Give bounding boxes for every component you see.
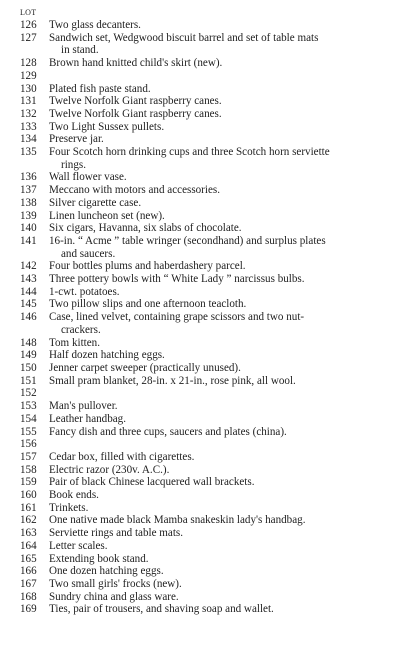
- lot-number: 154: [20, 412, 37, 425]
- lot-description: [49, 591, 404, 604]
- lot-number: 129: [20, 69, 37, 82]
- lot-description-continuation: and saucers.: [61, 247, 116, 260]
- lot-description: [49, 489, 404, 502]
- lot-item: [0, 426, 404, 439]
- lot-item: [0, 32, 404, 57]
- lot-description-line: Serviette rings and table mats.: [49, 527, 184, 540]
- lot-item: [0, 540, 404, 553]
- lot-item: [0, 514, 404, 527]
- lot-description: [49, 578, 404, 591]
- lot-description: [49, 70, 404, 83]
- lot-description-line: Ties, pair of trousers, and shaving soap and wallet.: [49, 603, 274, 616]
- lot-description-line: Leather handbag.: [49, 412, 127, 425]
- lot-item: [0, 375, 404, 388]
- lot-item: [0, 337, 404, 350]
- lot-description-line: Two small girls' frocks (new).: [49, 577, 182, 590]
- lot-item: [0, 222, 404, 235]
- lot-description: [49, 210, 404, 223]
- lot-item: [0, 70, 404, 83]
- lot-item: [0, 591, 404, 604]
- lot-description-line: One dozen hatching eggs.: [49, 565, 164, 578]
- lot-description: [49, 311, 404, 336]
- lot-item: [0, 273, 404, 286]
- lot-description-line: Two glass decanters.: [49, 19, 141, 31]
- lot-number: 146: [20, 311, 37, 324]
- lot-description-line: 1-cwt. potatoes.: [49, 285, 120, 298]
- lot-number: 140: [20, 222, 37, 235]
- lot-description-line: Small pram blanket, 28-in. x 21-in., rose pink, all wool.: [49, 374, 296, 387]
- lot-item: [0, 57, 404, 70]
- lot-item: [0, 184, 404, 197]
- lot-number: 157: [20, 450, 37, 463]
- lot-number: 128: [20, 57, 37, 70]
- lot-number: 150: [20, 361, 37, 374]
- lot-item: [0, 133, 404, 146]
- lot-description: [49, 133, 404, 146]
- lot-description: [49, 197, 404, 210]
- lot-description: [49, 540, 404, 553]
- lot-item: [0, 349, 404, 362]
- lot-number: 165: [20, 552, 37, 565]
- lot-description-line: Four Scotch horn drinking cups and three Scotch horn serviette: [49, 146, 330, 159]
- lot-number: 137: [20, 184, 37, 197]
- lot-item: [0, 311, 404, 336]
- lot-description: [49, 502, 404, 515]
- lot-description: [49, 603, 404, 616]
- lot-item: [0, 527, 404, 540]
- lot-description: [49, 273, 404, 286]
- lot-description-line: Cedar box, filled with cigarettes.: [49, 450, 195, 463]
- lot-description-line: Sandwich set, Wedgwood biscuit barrel and set of table mats: [49, 31, 319, 44]
- lot-description-line: One native made black Mamba snakeskin lady's handbag.: [49, 514, 306, 527]
- lot-description: [49, 19, 404, 32]
- lot-item: [0, 83, 404, 96]
- lot-description-line: Man's pullover.: [49, 400, 118, 413]
- lot-item: [0, 438, 404, 451]
- lot-description-line: Twelve Norfolk Giant raspberry canes.: [49, 107, 222, 120]
- lot-description-line: Fancy dish and three cups, saucers and plates (china).: [49, 425, 287, 438]
- lot-description-line: Three pottery bowls with “ White Lady ” narcissus bulbs.: [49, 273, 305, 286]
- lot-description: [49, 260, 404, 273]
- lot-item: [0, 489, 404, 502]
- lot-number: 160: [20, 489, 37, 502]
- lot-number: 162: [20, 514, 37, 527]
- lot-description: [49, 184, 404, 197]
- lot-description: [49, 451, 404, 464]
- lot-item: [0, 286, 404, 299]
- lot-number: 161: [20, 501, 37, 514]
- lot-number: 136: [20, 171, 37, 184]
- lot-number: 166: [20, 565, 37, 578]
- lot-description-line: Sundry china and glass ware.: [49, 590, 179, 603]
- lot-number: 163: [20, 527, 37, 540]
- lot-number: 138: [20, 196, 37, 209]
- lot-item: [0, 476, 404, 489]
- lot-description: [49, 298, 404, 311]
- lot-description: [49, 375, 404, 388]
- lot-description: [49, 222, 404, 235]
- lot-item: [0, 578, 404, 591]
- lot-number: 133: [20, 120, 37, 133]
- lot-number: 156: [20, 438, 37, 451]
- lot-description-line: Brown hand knitted child's skirt (new).: [49, 57, 223, 70]
- lot-item: [0, 260, 404, 273]
- lot-number: 151: [20, 374, 37, 387]
- lot-description: [49, 514, 404, 527]
- lot-number: 149: [20, 349, 37, 362]
- lot-number: 127: [20, 31, 37, 44]
- lot-description: [49, 108, 404, 121]
- lot-description-line: Six cigars, Havanna, six slabs of chocolate.: [49, 222, 242, 235]
- lot-number: 153: [20, 400, 37, 413]
- lot-description: [49, 476, 404, 489]
- lot-item: [0, 108, 404, 121]
- lot-number: 141: [20, 234, 37, 247]
- lot-number: 167: [20, 577, 37, 590]
- lot-description-line: Two pillow slips and one afternoon teacloth.: [49, 298, 247, 311]
- lot-item: [0, 400, 404, 413]
- lot-description: [49, 83, 404, 96]
- lot-number: 145: [20, 298, 37, 311]
- lot-item: [0, 451, 404, 464]
- lot-number: 135: [20, 146, 37, 159]
- lot-item: [0, 171, 404, 184]
- lot-description: [49, 565, 404, 578]
- lot-number: 159: [20, 476, 37, 489]
- lot-description: [49, 464, 404, 477]
- lot-description-line: Letter scales.: [49, 539, 108, 552]
- lot-description-line: Jenner carpet sweeper (practically unused).: [49, 361, 241, 374]
- lot-number: 152: [20, 387, 37, 400]
- lot-description-line: 16-in. “ Acme ” table wringer (secondhand) and surplus plates: [49, 234, 326, 247]
- lot-number: 169: [20, 603, 37, 616]
- lot-description-line: Tom kitten.: [49, 336, 100, 349]
- lot-description-line: Four bottles plums and haberdashery parcel.: [49, 260, 246, 273]
- lot-item: [0, 413, 404, 426]
- lot-number: 131: [20, 95, 37, 108]
- lot-description: [49, 438, 404, 451]
- lot-list: [0, 19, 404, 616]
- lot-item: [0, 146, 404, 171]
- lot-item: [0, 502, 404, 515]
- lot-description: [49, 171, 404, 184]
- lot-item: [0, 95, 404, 108]
- lot-description-continuation: rings.: [61, 158, 86, 171]
- lot-description: [49, 387, 404, 400]
- lot-number: 143: [20, 273, 37, 286]
- lot-number: 132: [20, 107, 37, 120]
- lot-number: 164: [20, 539, 37, 552]
- lot-description: [49, 146, 404, 171]
- lot-item: [0, 235, 404, 260]
- lot-description: [49, 527, 404, 540]
- lot-description: [49, 235, 404, 260]
- lot-description-line: Wall flower vase.: [49, 171, 127, 184]
- lot-description: [49, 57, 404, 70]
- lot-description-line: Plated fish paste stand.: [49, 82, 151, 95]
- lot-number: 142: [20, 260, 37, 273]
- lot-description: [49, 362, 404, 375]
- lot-description-line: Silver cigarette case.: [49, 196, 142, 209]
- lot-description-line: Two Light Sussex pullets.: [49, 120, 165, 133]
- lot-description-line: Extending book stand.: [49, 552, 149, 565]
- lot-item: [0, 197, 404, 210]
- lot-number: 126: [20, 19, 37, 31]
- lot-description: [49, 413, 404, 426]
- lot-column-header: LOT: [20, 8, 37, 17]
- lot-item: [0, 362, 404, 375]
- lot-item: [0, 553, 404, 566]
- lot-number: 158: [20, 463, 37, 476]
- lot-description-line: Book ends.: [49, 489, 99, 502]
- lot-description: [49, 95, 404, 108]
- lot-description: [49, 553, 404, 566]
- lot-description: [49, 121, 404, 134]
- lot-description-line: Pair of black Chinese lacquered wall brackets.: [49, 476, 255, 489]
- lot-description: [49, 286, 404, 299]
- lot-description-line: Meccano with motors and accessories.: [49, 184, 220, 197]
- lot-item: [0, 19, 404, 32]
- lot-number: 144: [20, 285, 37, 298]
- lot-item: [0, 121, 404, 134]
- lot-number: 148: [20, 336, 37, 349]
- lot-description: [49, 400, 404, 413]
- lot-item: [0, 298, 404, 311]
- lot-description-line: Case, lined velvet, containing grape scissors and two nut-: [49, 311, 305, 324]
- lot-description: [49, 426, 404, 439]
- lot-description-line: Trinkets.: [49, 501, 89, 514]
- lot-item: [0, 387, 404, 400]
- lot-item: [0, 464, 404, 477]
- lot-description-line: Electric razor (230v. A.C.).: [49, 463, 170, 476]
- lot-item: [0, 210, 404, 223]
- lot-description: [49, 349, 404, 362]
- lot-description: [49, 32, 404, 57]
- lot-item: [0, 603, 404, 616]
- lot-number: 130: [20, 82, 37, 95]
- lot-description-line: Twelve Norfolk Giant raspberry canes.: [49, 95, 222, 108]
- lot-description-line: Linen luncheon set (new).: [49, 209, 165, 222]
- lot-item: [0, 565, 404, 578]
- lot-number: 134: [20, 133, 37, 146]
- lot-description-continuation: in stand.: [61, 44, 99, 57]
- lot-number: 139: [20, 209, 37, 222]
- lot-number: 168: [20, 590, 37, 603]
- lot-description-line: Preserve jar.: [49, 133, 104, 146]
- lot-description-line: Half dozen hatching eggs.: [49, 349, 165, 362]
- lot-number: 155: [20, 425, 37, 438]
- lot-description: [49, 337, 404, 350]
- lot-description-continuation: crackers.: [61, 323, 101, 336]
